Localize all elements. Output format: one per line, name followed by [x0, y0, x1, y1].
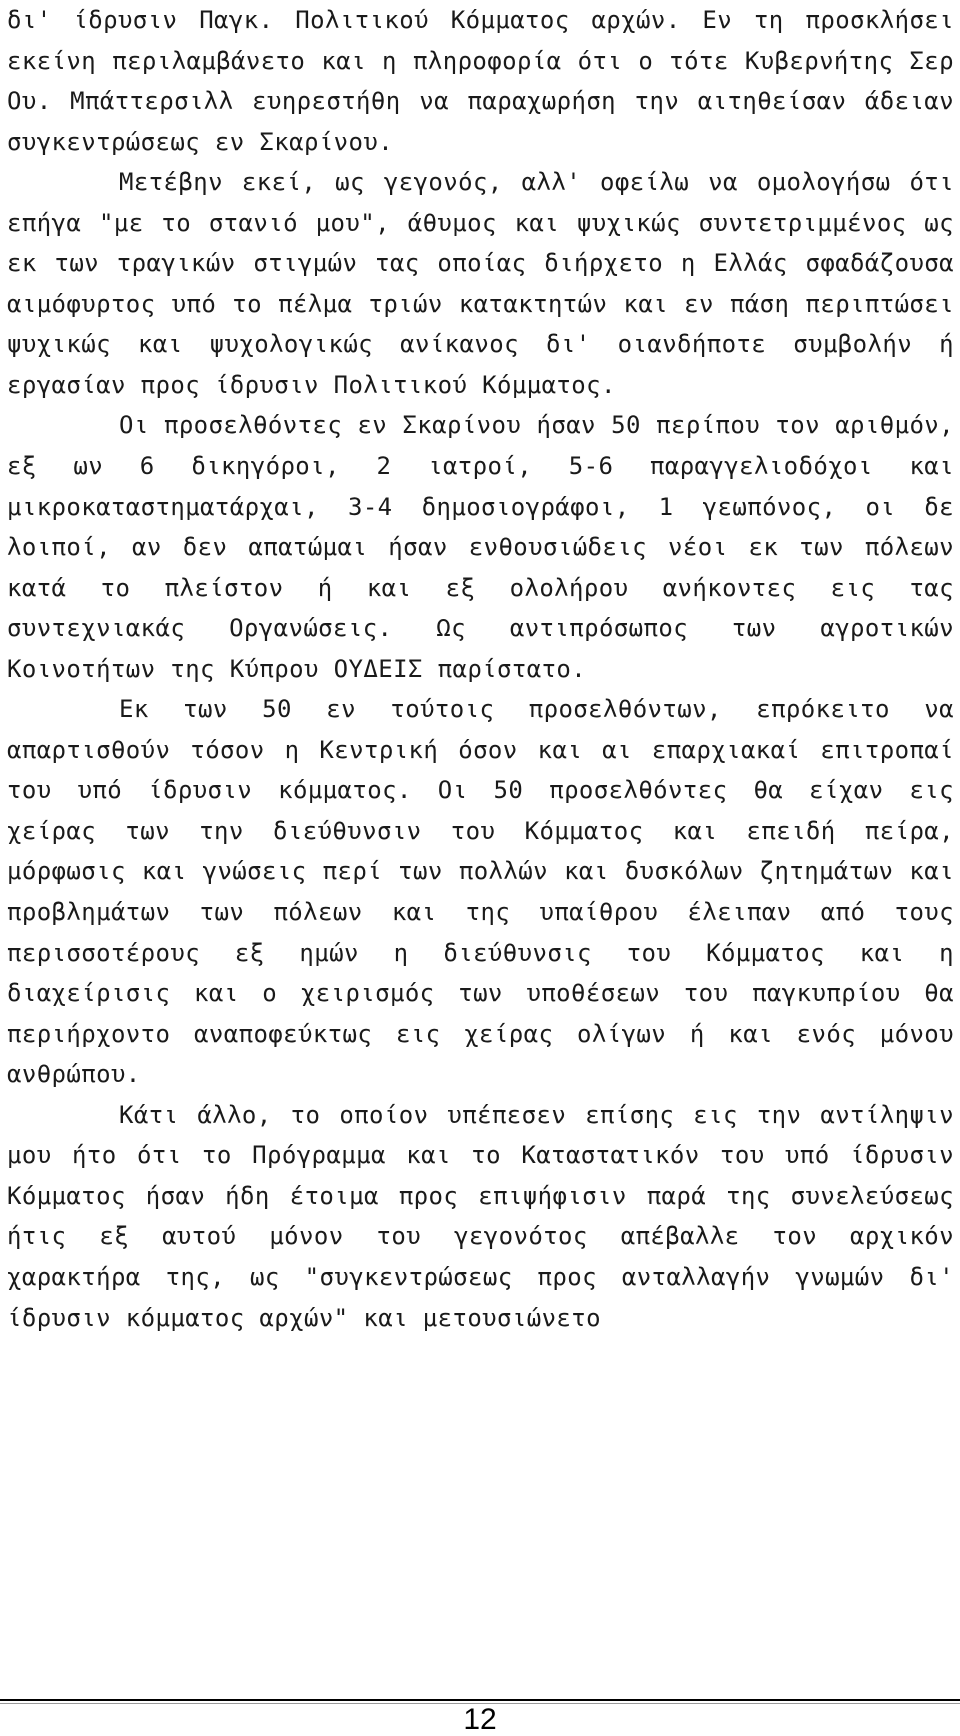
- paragraph-1: δι' ίδρυσιν Παγκ. Πολιτικού Κόμματος αρχών. Εν τη προσκλήσει εκείνη περιλαμβάνετο και η πληροφορία ότι ο τότε Κυβερνήτης Σερ Ου. Μπάττερσιλλ ευηρεστήθη να παραχωρήση την αιτηθείσαν άδειαν συγκεντρώσεως εν Σκαρίνου.: [7, 6, 954, 156]
- body-text: [7, 0, 954, 1338]
- paragraph-3: Οι προσελθόντες εν Σκαρίνου ήσαν 50 περίπου τον αριθμόν, εξ ων 6 δικηγόροι, 2 ιατροί, 5-6 παραγγελιοδόχοι και μικροκαταστηματάρχαι, 3-4 δημοσιογράφοι, 1 γεωπόνος, οι δε λοιποί, αν δεν απατώμαι ήσαν ενθουσιώδεις νέοι εκ των πόλεων κατά το πλείστον ή και εξ ολολήρου ανήκοντες εις τας συντεχνιακάς Οργανώσεις. Ως αντιπρόσωπος των αγροτικών Κοινοτήτων της Κύπρου ΟΥΔΕΙΣ παρίστατο.: [7, 411, 954, 683]
- paragraph-4: Εκ των 50 εν τούτοις προσελθόντων, επρόκειτο να απαρτισθούν τόσον η Κεντρική όσον και αι επαρχιακαί επιτροπαί του υπό ίδρυσιν κόμματος. Οι 50 προσελθόντες θα είχαν εις χείρας των την διεύθυνσιν του Κόμματος και επειδή πείρα, μόρφωσις και γνώσεις περί των πολλών και δυσκόλων ζητημάτων και προβλημάτων των πόλεων και της υπαίθρου έλειπαν από τους περισσοτέρους εξ ημών η διεύθυνσις του Κόμματος και η διαχείρισις και ο χειρισμός των υποθέσεων του παγκυπρίου θα περιήρχοντο αναποφεύκτως εις χείρας ολίγων ή και ενός μόνου ανθρώπου.: [7, 695, 954, 1089]
- page-number: 12: [463, 1703, 497, 1736]
- paragraph-2: Μετέβην εκεί, ως γεγονός, αλλ' οφείλω να ομολογήσω ότι επήγα "με το στανιό μου", άθυμος και ψυχικώς συντετριμμένος ως εκ των τραγικών στιγμών τας οποίας διήρχετο η Ελλάς σφαδάζουσα αιμόφυρτος υπό το πέλμα τριών κατακτητών και εν πάση περιπτώσει ψυχικώς και ψυχολογικώς ανίκανος δι' οιανδήποτε συμβολήν ή εργασίαν προς ίδρυσιν Πολιτικού Κόμματος.: [7, 168, 954, 399]
- paragraph-5: Κάτι άλλο, το οποίον υπέπεσεν επίσης εις την αντίληψιν μου ήτο ότι το Πρόγραμμα και το Καταστατικόν του υπό ίδρυσιν Κόμματος ήσαν ήδη έτοιμα προς επιψήφισιν παρά της συνελεύσεως ήτις εξ αυτού μόνον του γεγονότος απέβαλλε τον αρχικόν χαρακτήρα της, ως "συγκεντρώσεως προς ανταλλαγήν γνωμών δι' ίδρυσιν κόμματος αρχών" και μετουσιώνετο: [7, 1100, 954, 1332]
- footer-divider: [0, 1699, 960, 1701]
